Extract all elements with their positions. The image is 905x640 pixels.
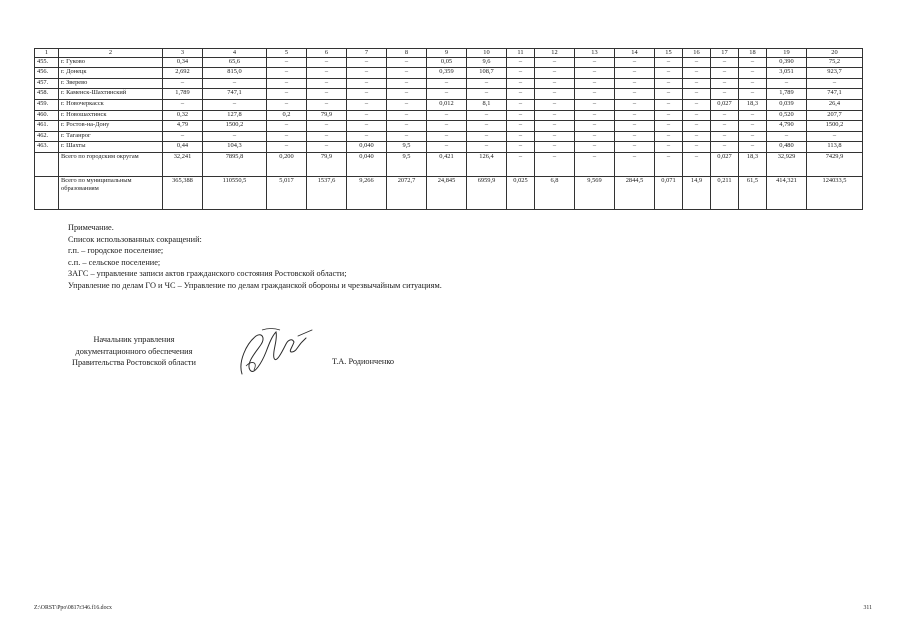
table-cell: – [615,131,655,142]
abbreviation-line: Управление по делам ГО и ЧС – Управление по делам гражданской обороны и чрезвычайным ситуациям. [68,280,442,290]
handwritten-signature [232,322,318,382]
table-cell: – [575,131,615,142]
table-total-row [35,152,863,176]
table-cell: – [615,152,655,176]
table-cell: 2,692 [163,68,203,79]
table-cell: – [655,57,683,68]
column-header: 9 [427,49,467,58]
table-cell: – [347,68,387,79]
table-cell: – [347,121,387,132]
table-cell: – [387,99,427,110]
table-cell: – [507,68,535,79]
footer-page-number: 311 [863,605,872,611]
table-cell: 124033,5 [807,176,863,209]
table-cell: – [575,121,615,132]
column-header: 7 [347,49,387,58]
signatory-position [34,334,234,369]
table-cell: 14,9 [683,176,711,209]
table-cell: – [615,68,655,79]
column-header: 16 [683,49,711,58]
table-cell: – [267,89,307,100]
table-row [35,57,863,68]
table-cell: – [467,78,507,89]
table-cell: – [507,89,535,100]
table-cell: – [163,99,203,110]
table-cell: – [739,89,767,100]
table-cell: 0,34 [163,57,203,68]
table-row [35,89,863,100]
table-cell: – [739,121,767,132]
table-cell: 0,027 [711,152,739,176]
table-cell: – [739,110,767,121]
column-header: 15 [655,49,683,58]
column-header: 3 [163,49,203,58]
table-cell: 0,520 [767,110,807,121]
table-cell: – [615,89,655,100]
table-cell: – [683,121,711,132]
table-cell: – [347,110,387,121]
table-cell: – [535,152,575,176]
table-cell: – [711,89,739,100]
table-cell: 0,211 [711,176,739,209]
table-cell: – [711,78,739,89]
table-cell: 4,790 [767,121,807,132]
table-cell: – [507,131,535,142]
table-cell: – [467,131,507,142]
table-cell: 459. [35,99,59,110]
row-label: г. Шахты [59,142,163,153]
table-cell: 9,266 [347,176,387,209]
column-header: 13 [575,49,615,58]
table-cell: – [203,99,267,110]
table-cell [35,176,59,209]
table-cell: – [535,121,575,132]
table-cell: 0,040 [347,152,387,176]
table-cell: 18,3 [739,152,767,176]
table-cell: 61,5 [739,176,767,209]
table-cell: 110550,5 [203,176,267,209]
abbreviation-line: с.п. – сельское поселение; [68,257,161,267]
table-cell: 0,44 [163,142,203,153]
table-cell: – [467,110,507,121]
table-cell: – [739,68,767,79]
table-cell: – [307,142,347,153]
table-cell: – [655,89,683,100]
table-cell: – [387,68,427,79]
abbreviation-line: г.п. – городское поселение; [68,246,164,256]
column-header: 5 [267,49,307,58]
table-cell: 104,3 [203,142,267,153]
table-cell: – [711,110,739,121]
table-cell: 1,789 [767,89,807,100]
table-cell: – [535,68,575,79]
column-header: 18 [739,49,767,58]
table-row [35,121,863,132]
table-cell: – [739,142,767,153]
table-cell: – [575,68,615,79]
table-cell: 0,05 [427,57,467,68]
table-cell: – [467,142,507,153]
column-header: 6 [307,49,347,58]
table-cell: – [807,78,863,89]
table-cell: – [507,57,535,68]
table-cell: – [307,78,347,89]
table-cell: – [615,110,655,121]
column-header: 20 [807,49,863,58]
table-cell: 458. [35,89,59,100]
table-cell: – [655,131,683,142]
table-cell: – [655,142,683,153]
table-cell: – [387,78,427,89]
table-cell: – [387,121,427,132]
data-table [34,48,863,210]
table-cell: – [163,78,203,89]
row-label: г. Каменск-Шахтинский [59,89,163,100]
table-cell: – [615,99,655,110]
table-cell: – [347,57,387,68]
table-cell: 207,7 [807,110,863,121]
table-cell: 7429,9 [807,152,863,176]
row-label: г. Гуково [59,57,163,68]
table-cell: – [427,110,467,121]
table-cell: – [615,142,655,153]
row-label: г. Новочеркасск [59,99,163,110]
table-cell: – [267,78,307,89]
table-cell: – [767,78,807,89]
table-cell: – [427,78,467,89]
table-cell: – [347,89,387,100]
table-cell: 747,1 [807,89,863,100]
table-cell: – [347,99,387,110]
table-cell: – [683,131,711,142]
table-cell: – [711,142,739,153]
row-label: Всего по муниципальным образованиям [59,176,163,209]
table-cell: – [307,89,347,100]
row-label: г. Таганрог [59,131,163,142]
table-cell: – [655,68,683,79]
table-cell: – [163,131,203,142]
table-cell: – [683,78,711,89]
table-cell: 1,789 [163,89,203,100]
table-header-row [35,49,863,58]
table-cell: – [655,78,683,89]
table-cell: – [387,110,427,121]
table-row [35,99,863,110]
table-cell: 18,3 [739,99,767,110]
table-cell: 6,8 [535,176,575,209]
row-label: г. Зверево [59,78,163,89]
table-cell: 9,5 [387,142,427,153]
table-cell: – [615,78,655,89]
table-cell: 79,9 [307,152,347,176]
table-cell: – [575,152,615,176]
table-cell: – [535,78,575,89]
table-cell: – [767,131,807,142]
table-cell: – [535,110,575,121]
table-cell: – [535,142,575,153]
table-cell: – [739,131,767,142]
table-cell: – [535,131,575,142]
table-cell: – [535,57,575,68]
table-cell: – [507,142,535,153]
table-cell: 923,7 [807,68,863,79]
table-cell: – [347,131,387,142]
table-cell: – [203,78,267,89]
table-cell: 9,5 [387,152,427,176]
table-cell: – [307,121,347,132]
table-cell: – [387,57,427,68]
table-cell: 3,051 [767,68,807,79]
column-header: 4 [203,49,267,58]
table-cell: 1500,2 [203,121,267,132]
row-label: г. Новошахтинск [59,110,163,121]
table-cell: – [711,131,739,142]
column-header: 2 [59,49,163,58]
table-cell: 113,8 [807,142,863,153]
table-cell: 24,845 [427,176,467,209]
table-cell: 126,4 [467,152,507,176]
table-cell: – [683,142,711,153]
table-cell: – [507,99,535,110]
table-cell: – [575,142,615,153]
table-cell: 7895,8 [203,152,267,176]
table-cell: – [575,57,615,68]
table-cell: – [575,78,615,89]
table-cell: – [683,152,711,176]
table-cell: – [683,57,711,68]
table-cell: – [683,99,711,110]
table-cell: – [507,121,535,132]
table-cell: – [575,89,615,100]
table-cell: 747,1 [203,89,267,100]
table-cell: – [267,57,307,68]
table-cell: – [507,110,535,121]
table-cell: – [307,99,347,110]
table-cell: – [307,57,347,68]
table-cell: – [267,121,307,132]
position-line: Правительства Ростовской области [72,358,196,368]
table-cell: – [683,89,711,100]
table-cell: 0,480 [767,142,807,153]
column-header: 11 [507,49,535,58]
table-cell: 461. [35,121,59,132]
notes-title: Примечание. [68,223,114,232]
table-cell: 2844,5 [615,176,655,209]
column-header: 12 [535,49,575,58]
column-header: 14 [615,49,655,58]
abbreviation-line: ЗАГС – управление записи актов гражданского состояния Ростовской области; [68,269,347,279]
table-cell: 0,025 [507,176,535,209]
row-label: г. Донецк [59,68,163,79]
table-cell: – [307,131,347,142]
table-cell: – [575,110,615,121]
table-cell: – [575,99,615,110]
abbreviations-title: Список использованных сокращений: [68,234,202,244]
column-header: 1 [35,49,59,58]
table-cell: – [807,131,863,142]
table-row [35,68,863,79]
table-cell: – [711,68,739,79]
table-cell: 0,32 [163,110,203,121]
table-cell: 0,012 [427,99,467,110]
table-cell: – [307,68,347,79]
table-cell: 365,388 [163,176,203,209]
table-cell: – [507,78,535,89]
table-cell: 815,0 [203,68,267,79]
table-cell: 460. [35,110,59,121]
table-cell: – [427,142,467,153]
table-cell: – [427,89,467,100]
table-cell: – [267,99,307,110]
table-cell: – [711,57,739,68]
table-cell: 0,027 [711,99,739,110]
table-cell: – [683,68,711,79]
table-cell: 5,017 [267,176,307,209]
table-cell: 456. [35,68,59,79]
table-row [35,78,863,89]
table-cell: 0,2 [267,110,307,121]
table-cell: 26,4 [807,99,863,110]
table-cell: – [347,78,387,89]
table-cell: – [387,89,427,100]
table-cell: 4,79 [163,121,203,132]
table-cell: – [615,121,655,132]
table-cell: – [739,78,767,89]
column-header: 8 [387,49,427,58]
table-cell: 2072,7 [387,176,427,209]
table-cell: – [655,121,683,132]
table-cell: 0,390 [767,57,807,68]
table-cell: 0,039 [767,99,807,110]
table-cell: 32,929 [767,152,807,176]
table-cell: 0,040 [347,142,387,153]
table-cell: – [427,121,467,132]
table-cell: 0,421 [427,152,467,176]
table-cell: 79,9 [307,110,347,121]
table-cell: – [267,142,307,153]
table-cell: 414,321 [767,176,807,209]
table-cell [35,152,59,176]
table-cell: 127,8 [203,110,267,121]
table-cell: – [739,57,767,68]
table-cell: 75,2 [807,57,863,68]
table-cell: 463. [35,142,59,153]
table-cell: – [267,68,307,79]
table-cell: – [615,57,655,68]
table-cell: – [683,110,711,121]
table-cell: – [467,89,507,100]
table-cell: 1537,6 [307,176,347,209]
table-cell: 0,359 [427,68,467,79]
table-cell: 9,569 [575,176,615,209]
column-header: 17 [711,49,739,58]
table-cell: 65,6 [203,57,267,68]
signatory-name: Т.А. Родионченко [332,357,395,366]
table-cell: – [655,152,683,176]
table-cell: – [655,110,683,121]
table-cell: 457. [35,78,59,89]
row-label: г. Ростов-на-Дону [59,121,163,132]
row-label: Всего по городским округам [59,152,163,176]
table-cell: 462. [35,131,59,142]
table-row [35,110,863,121]
table-cell: – [427,131,467,142]
table-row [35,142,863,153]
table-cell: – [655,99,683,110]
footer-file-path: Z:\ORST\Ppo\0817r346.f16.docx [34,605,112,611]
table-cell: – [535,99,575,110]
table-cell: 8,1 [467,99,507,110]
table-cell: 0,071 [655,176,683,209]
table-cell: 1500,2 [807,121,863,132]
table-cell: – [387,131,427,142]
table-cell: 32,241 [163,152,203,176]
table-cell: 0,200 [267,152,307,176]
position-line: Начальник управления [93,335,175,344]
table-cell: 455. [35,57,59,68]
table-cell: – [535,89,575,100]
column-header: 10 [467,49,507,58]
table-cell: 6959,9 [467,176,507,209]
notes-section [68,222,442,292]
table-cell: – [507,152,535,176]
table-row [35,131,863,142]
table-total-row [35,176,863,209]
table-cell: 9,6 [467,57,507,68]
table-cell: – [267,131,307,142]
table-cell: – [203,131,267,142]
position-line: документационного обеспечения [75,346,193,356]
column-header: 19 [767,49,807,58]
table-cell: 108,7 [467,68,507,79]
table-cell: – [467,121,507,132]
table-cell: – [711,121,739,132]
